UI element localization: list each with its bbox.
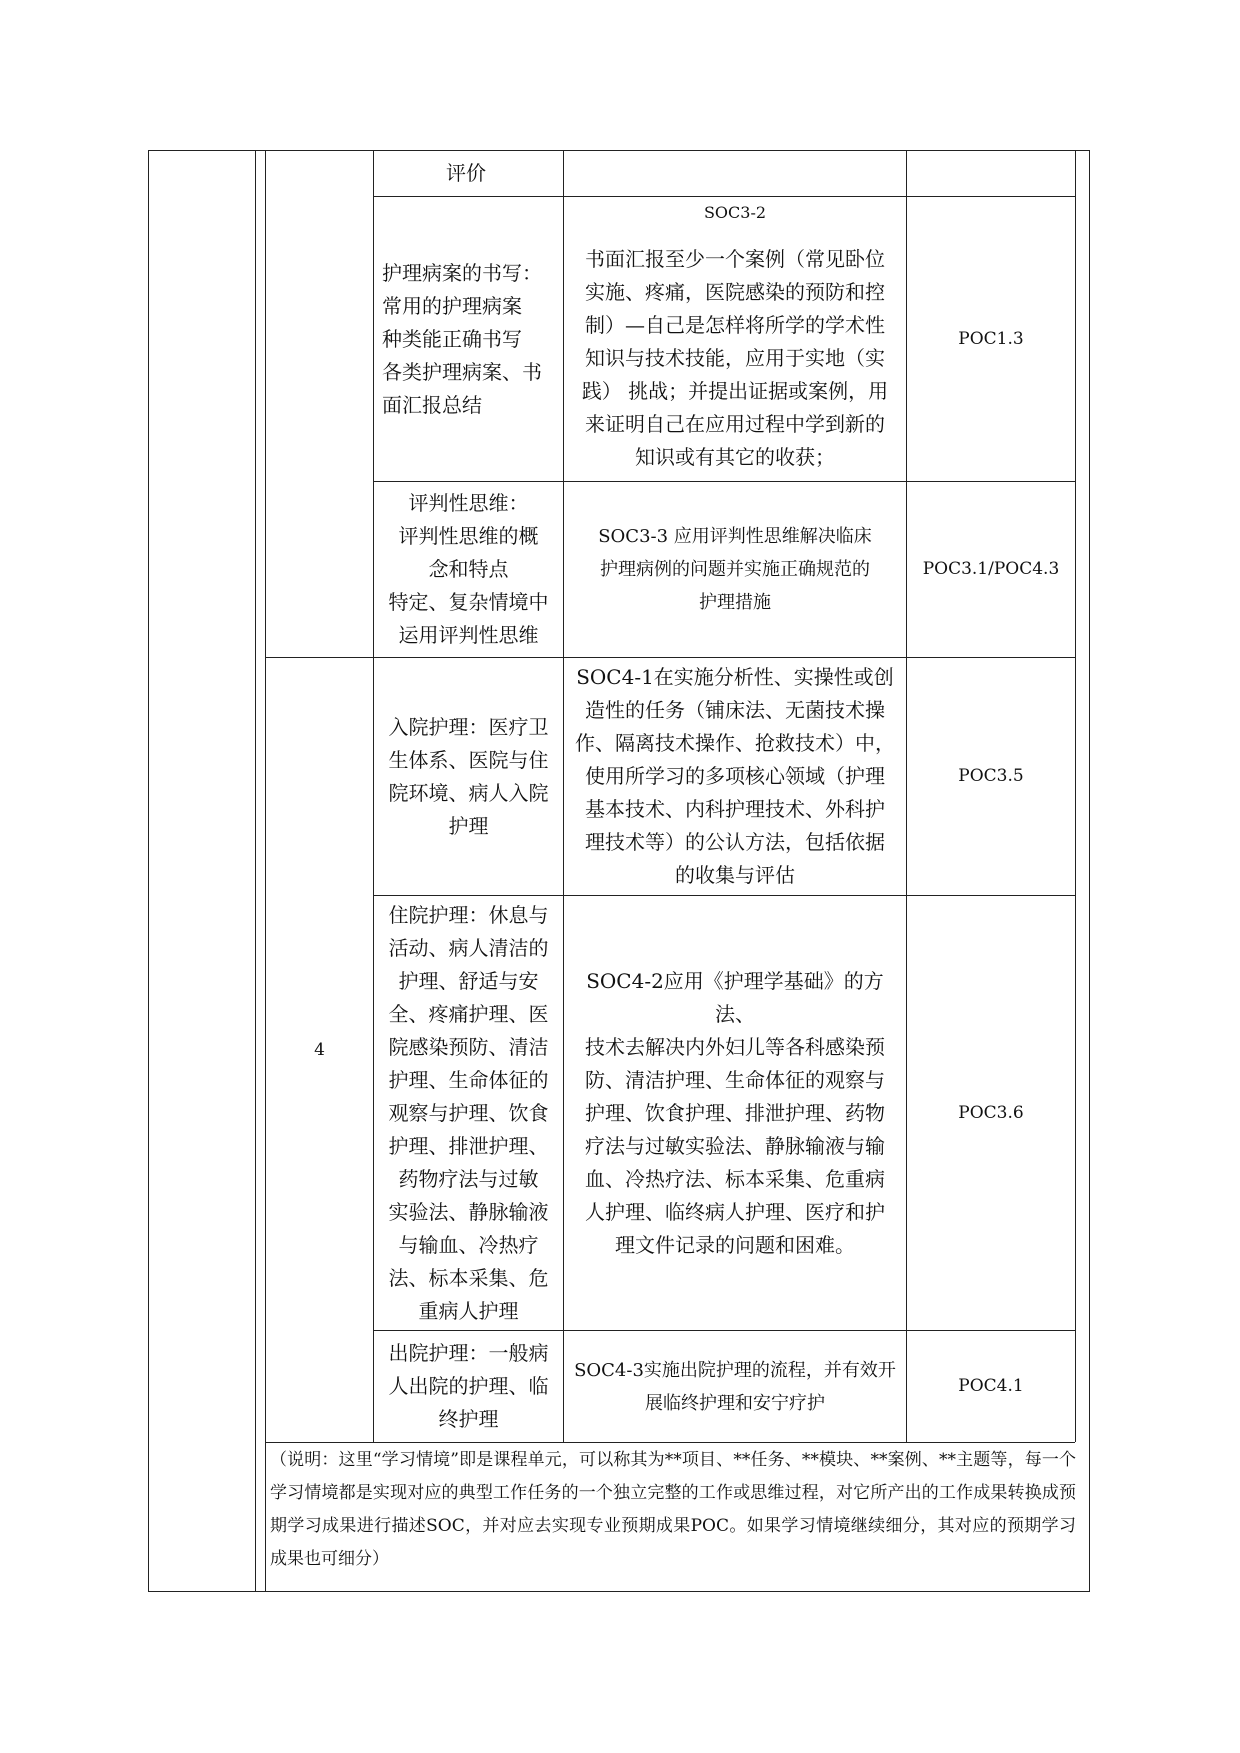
outer-col-line-1: [255, 150, 256, 1592]
poc-cell-row5: POC4.1: [958, 1376, 1024, 1396]
content-cell-row1: 护理病案的书写： 常用的护理病案 种类能正确书写 各类护理病案、书 面汇报总结: [382, 260, 542, 417]
poc-cell-row1: POC1.3: [958, 328, 1024, 349]
outcome-code-row1: SOC3-2: [703, 203, 767, 222]
poc-cell-row3: POC3.5: [958, 766, 1024, 786]
content-cell-row5: 出院护理：一般病 人出院的护理、临 终护理: [388, 1341, 549, 1431]
outcome-cell-row1: 书面汇报至少一个案例（常见卧位 实施、疼痛，医院感染的预防和控 制）—自己是怎样将所学的学术性 知识与技术技能，应用于实地（实 践） 挑战；并提出证据或案例，用 来证明自己在应用过程中学到新的 知识或有其它的收获；: [581, 246, 889, 469]
content-cell-row3: 入院护理：医疗卫 生体系、医院与住 院环境、病人入院 护理: [388, 714, 549, 838]
content-cell-row0: 评价: [446, 161, 486, 185]
poc-cell-row2: POC3.1/POC4.3: [922, 559, 1060, 579]
outcome-cell-row4: SOC4-2应用《护理学基础》的方法、 技术去解决内外妇儿等各科感染预 防、清洁护理、生命体征的观察与 护理、饮食护理、排泄护理、药物 疗法与过敏实验法、静脉输液与输 血、冷热疗法、标本采集、危重病 人护理、临终病人护理、医疗和护 理文件记录的问题和困难。: [585, 968, 885, 1257]
outcome-cell-row2: SOC3-3 应用评判性思维解决临床 护理病例的问题并实施正确规范的 护理措施: [598, 526, 872, 613]
unit-number: 4: [314, 1039, 325, 1060]
outcome-cell-row3: SOC4-1在实施分析性、实操性或创 造性的任务（铺床法、无菌技术操 作、隔离技术操作、抢救技术）中， 使用所学习的多项核心领域（护理 基本技术、内科护理技术、外科护 理技术等）的公认方法，包括依据 的收集与评估: [575, 665, 895, 887]
content-cell-row2: 评判性思维： 评判性思维的概 念和特点 特定、复杂情境中 运用评判性思维: [388, 491, 549, 647]
footnote-description: （说明：这里“学习情境”即是课程单元，可以称其为**项目、**任务、**模块、**案例、**主题等，每一个学习情境都是实现对应的典型工作任务的一个独立完整的工作或思维过程，对它所产出的工作成果转换成预期学习成果进行描述SOC，并对应去实现专业预期成果POC。如果学习情境继续细分，其对应的预期学习成果也可细分）: [270, 1450, 1076, 1569]
poc-cell-row4: POC3.6: [958, 1102, 1024, 1123]
inner-col-line-4: [1075, 150, 1076, 1442]
content-cell-row4: 住院护理：休息与 活动、病人清洁的 护理、舒适与安 全、疼痛护理、医 院感染预防、清洁 护理、生命体征的 观察与护理、饮食 护理、排泄护理、 药物疗法与过敏 实验法、静脉输液 与输血、冷热疗 法、标本采集、危 重病人护理: [388, 902, 549, 1323]
row-line-6: [265, 1442, 1075, 1443]
poc-cell-row0: [907, 151, 1075, 196]
outcome-cell-row0: [564, 151, 906, 196]
outcome-cell-row5: SOC4-3实施出院护理的流程，并有效开 展临终护理和安宁疗护: [574, 1359, 896, 1414]
